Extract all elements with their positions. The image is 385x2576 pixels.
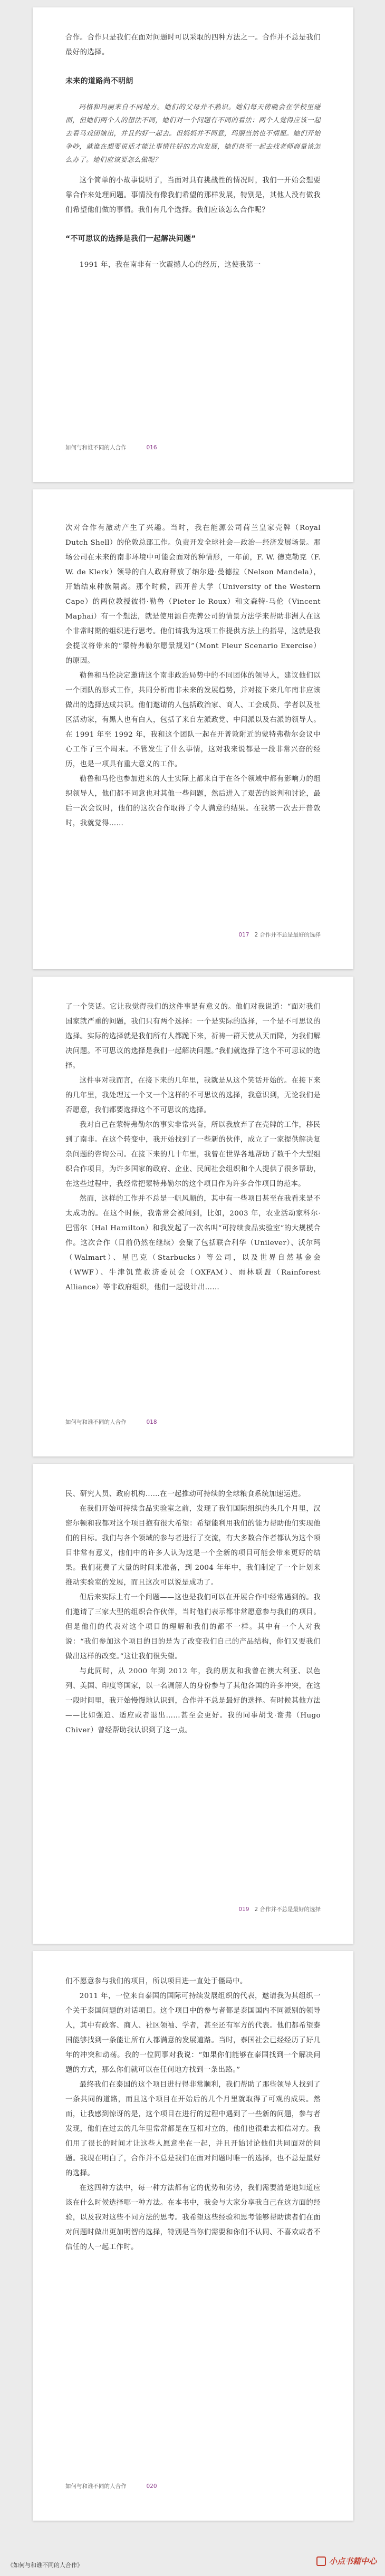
page-body xyxy=(65,1000,321,1295)
page-body xyxy=(65,31,321,273)
book-page-2 xyxy=(33,489,353,969)
paragraph: 勒鲁和马伦决定邀请这个南非政治局势中的不同团体的领导人，建议他们以一个团队的形式工作，共同分析南非未来的发展趋势，并对接下来几年南非应该做出的选择达成共识。他们邀请的人包括政治家、商人、工会成员、学者以及社区活动家，有黑人也有白人，包括了来自左派政党、中间派以及右派的领导人。在 1991 年至 1992 年，我和这个团队一起在开普敦附近的蒙特弗勒尔会议中心工作了三个周末。不管发生了什么事情，这对我来说都是一段非常兴奋的经历，也是一项具有重大意义的工作。 xyxy=(65,672,321,768)
chapter-label: 2 合作并不总是最好的选择 xyxy=(254,1906,321,1913)
page-footer xyxy=(65,443,321,451)
paragraph: 了一个笑话。它让我觉得我们的这件事是有意义的。他们对我说道：“面对我们国家就严重的问题，我们只有两个选择：一个是实际的选择，一个是不可思议的选择。实际的选择就是我们所有人都跪下来，祈祷一群天使从天而降，为我们解决问题。不可思议的选择是我们一起解决问题。”我们就选择了这个不可思议的选择。 xyxy=(65,1003,321,1070)
page-body xyxy=(65,1487,321,1738)
book-page-1 xyxy=(33,7,353,482)
brand-text: 小点书籍中心 xyxy=(329,2556,377,2566)
page-number: 018 xyxy=(146,1419,157,1425)
paragraph: 次对合作有激动产生了兴趣。当时，我在能源公司荷兰皇家壳牌（Royal Dutch Shell）的伦敦总部工作。负责开发全球社会—政治—经济发展场景。那场公司在未来的南非环境中可能会面对的种情形，一年前，F. W. 德克勒克（F. W. de Klerk）领导的白人政府释放了纳尔逊·曼德拉（Nelson Mandela），开始结束种族隔离。那个时候，西开普大学（University of the Western Cape）的两位教授彼得·勒鲁（Pieter le Roux）和文森特·马伦（Vincent Maphai）有一个想法，就是使用源自壳牌公司的情景方法学来帮助非洲人在这个非常时期的组织进行思考。他们请我为这项工作提供方法上的指导，这就是我会提议将带来的“蒙特弗勒尔愿景规划”（Mont Fleur Scenario Exercise）的原因。 xyxy=(65,524,321,665)
running-book-title: 如何与和谁不同的人合作 xyxy=(65,2483,127,2490)
page-number: 017 xyxy=(238,932,249,938)
page-footer xyxy=(65,931,321,939)
paragraph: 我对自己在蒙特弗勒尔的事实非常兴奋，所以我放弃了在壳牌的工作，移民到了南非。在这个转变中，我开始找到了一些新的伙伴，成立了一家提供解决复杂问题的咨询公司。在接下来的几十年里，我曾在世界各地帮助了数千个大型组织合作项目，为许多国家的政府、企业、民间社会组织和个人提供了很多帮助，在这些过程中，我经常把蒙特弗勒尔的这个项目作为许多合作项目的范本。 xyxy=(65,1121,321,1188)
page-body xyxy=(65,1974,321,2255)
section-heading: “不可思议的选择是我们一起解决问题” xyxy=(65,235,196,243)
chapter-label: 2 合作并不总是最好的选择 xyxy=(254,932,321,938)
book-page-4 xyxy=(33,1464,353,1944)
running-book-title: 如何与和谁不同的人合作 xyxy=(65,445,127,451)
book-page-3 xyxy=(33,977,353,1456)
story-quote: 玛格和玛丽来自不同地方。她们的父母并不熟识。她们每天傍晚会在学校里碰面，但她们两个人的想法不同，她们对一个问题有不同的看法：两个人觉得应该一起去看马戏团演出，并且约好一起去。但妈妈并不同意，玛丽当然也不情愿。她们开始争吵，就谁在想要说话才能让事情往好的方向发展，她们甚至一起去找老师商量该怎么办了。她们应该要怎么做呢？ xyxy=(65,103,321,163)
page-footer xyxy=(65,1905,321,1913)
paragraph: 勒鲁和马伦也参加进来的人士实际上都来自于在各个领域中都有影响力的组织领导人，他们都不同意也对其他一些问题，然后进入了艰苦的谈判和讨论，最后一次会议时，他们的这次合作取得了令人满意的结果。在我第一次去开普敦时，我就觉得…… xyxy=(65,775,321,827)
page-footer xyxy=(65,1418,321,1426)
page-body xyxy=(65,521,321,831)
paragraph: 们不愿意参与我们的项目，所以项目进一直处于僵局中。 xyxy=(65,1977,247,1985)
book-title: 《如何与和谁不同的人合作》 xyxy=(7,2562,83,2569)
paragraph: 然而，这样的工作并不总是一帆风顺的，其中有一些项目甚至在我看来是不太成功的。在这个时候，我常常会被问到，比如，2003 年，农业活动家科尔·巴雷尔（Hal Hamilton）和我发起了一次名叫“可持续食品实验室”的大规模合作。这次合作（目前仍然在继续）会聚了包括联合利华（Unilever）、沃尔玛（Walmart）、星巴克（Starbucks）等公司，以及世界自然基金会（WWF）、牛津饥荒救济委员会（OXFAM）、雨林联盟（Rainforest Alliance）等非政府组织，他们一起设计出…… xyxy=(65,1195,321,1291)
paragraph: 合作。合作只是我们在面对问题时可以采取的四种方法之一。合作并不总是我们最好的选择。 xyxy=(65,34,321,56)
book-logo-icon xyxy=(316,2556,326,2566)
paragraph: 2011 年，一位来自泰国的国际可持续发展组织的代表，邀请我为其组织一个关于泰国问题的对话项目。这个项目中的参与者都是泰国国内不同派别的领导人，其中有政客、商人、社区领袖、学者，甚至还有军方的代表。他们都希望泰国能够找到一条能让所有人都满意的发展道路。当时，泰国社会已经经历了好几年的冲突和动荡。我的一位同事对我说：“如果你们能够在泰国找到一个解决问题的方式，那么你们就可以在任何地方找到一条出路。” xyxy=(65,1992,321,2074)
page-number: 019 xyxy=(238,1906,249,1913)
page-number: 016 xyxy=(146,445,157,451)
paragraph: 这个简单的小故事说明了，当面对具有挑战性的情况时，我们一开始会想要靠合作来处理问题。事情没有像我们希望的那样发展，特别是，其他人没有做我们希望他们做的事情。我们有几个选择。我们应该怎么合作呢？ xyxy=(65,177,321,214)
paragraph: 1991 年，我在南非有一次震撼人心的经历，这使我第一 xyxy=(79,261,261,269)
paragraph: 民、研究人员、政府机构……在一起推动可持续的全球粮食系统加速运进。 xyxy=(65,1490,306,1498)
running-book-title: 如何与和谁不同的人合作 xyxy=(65,1419,127,1425)
book-page-5 xyxy=(33,1951,353,2521)
paragraph: 但后来实际上有一个问题——这也是我们可以在开展合作中经常遇到的。我们邀请了三家大型的组织合作伙伴，当时他们表示都非常愿意参与我们的项目。但是他们的代表对这个项目的理解和我们的都不一样。其中有一个人对我说：“我们参加这个项目的目的是为了改变我们自己的产品结构，你们又要我们做出这样的改变。”这让我们很失望。 xyxy=(65,1594,321,1661)
brand-mark xyxy=(316,2555,377,2567)
paragraph: 与此同时，从 2000 年到 2012 年，我的朋友和我曾在澳大利亚、以色列、美国、印度等国家，以一名调解人的身份参与了其他各国的许多冲突，在这一段时间里，我开始慢慢地认识到，合作并不总是最好的选择。有时候其他方法——比如强迫、适应或者退出……甚至会更好。我的同事胡戈·谢弗（Hugo Chiver）曾经帮助我认识到了这一点。 xyxy=(65,1667,321,1734)
paragraph: 在我们开始可持续食品实验室之前，发现了我们国际组织的头几个月里，汉密尔顿和我都对这个项目抱有很大希望：希望能利用我们的能力帮助他们实现他们的目标。我们与各个领域的参与者进行了交流，有大多数合作者都认为这个项目非常有意义，他们中的许多人认为这是一个全新的项目可能会带来更好的结果。我们花费了大量的时间来准备，到 2004 年年中，我们制定了一个计划来推动实验室的发展，而且这次可以说是成功了。 xyxy=(65,1505,321,1587)
page-number: 020 xyxy=(146,2483,157,2490)
page-footer xyxy=(65,2482,321,2490)
bottom-bar xyxy=(0,2531,385,2576)
paragraph: 这件事对我而言，在接下来的几年里，我就是从这个笑话开始的。在接下来的几年里，我处理过一个又一个这样的不可思议的选择，我意识到，无论我们是否愿意，我们都要选择这个不可思议的选择。 xyxy=(65,1077,321,1114)
section-heading: 未来的道路尚不明朗 xyxy=(65,77,133,85)
paragraph: 在这四种方法中，每一种方法都有它的优势和劣势，我们需要清楚地知道应该在什么时候选择哪一种方法。在本书中，我会与大家分享我自己在这方面的经验，以及我对这些不同方法的思考。我希望这些经验和思考能够帮助读者们在面对问题时做出更加明智的选择，特别是当你们需要和你们不认同、不喜欢或者不信任的人一起工作时。 xyxy=(65,2184,321,2251)
paragraph: 最终我们在泰国的这个项目进行得非常顺利，我们帮助了那些领导人找到了一条共同的道路，而且这个项目在开始后的几个月里就取得了可观的成果。然而，让我感到惊讶的是，这个项目在进行的过程中遇到了一些新的问题，参与者发现，他们在过去的几年里常常都是在互相对立的，他们也很难去相信对方。我们用了很长的时间才让这些人愿意坐在一起，并且开始讨论他们共同面对的问题。我现在明白了，合作并不总是我们在面对问题时唯一的选择，也不总是最好的选择。 xyxy=(65,2081,321,2177)
